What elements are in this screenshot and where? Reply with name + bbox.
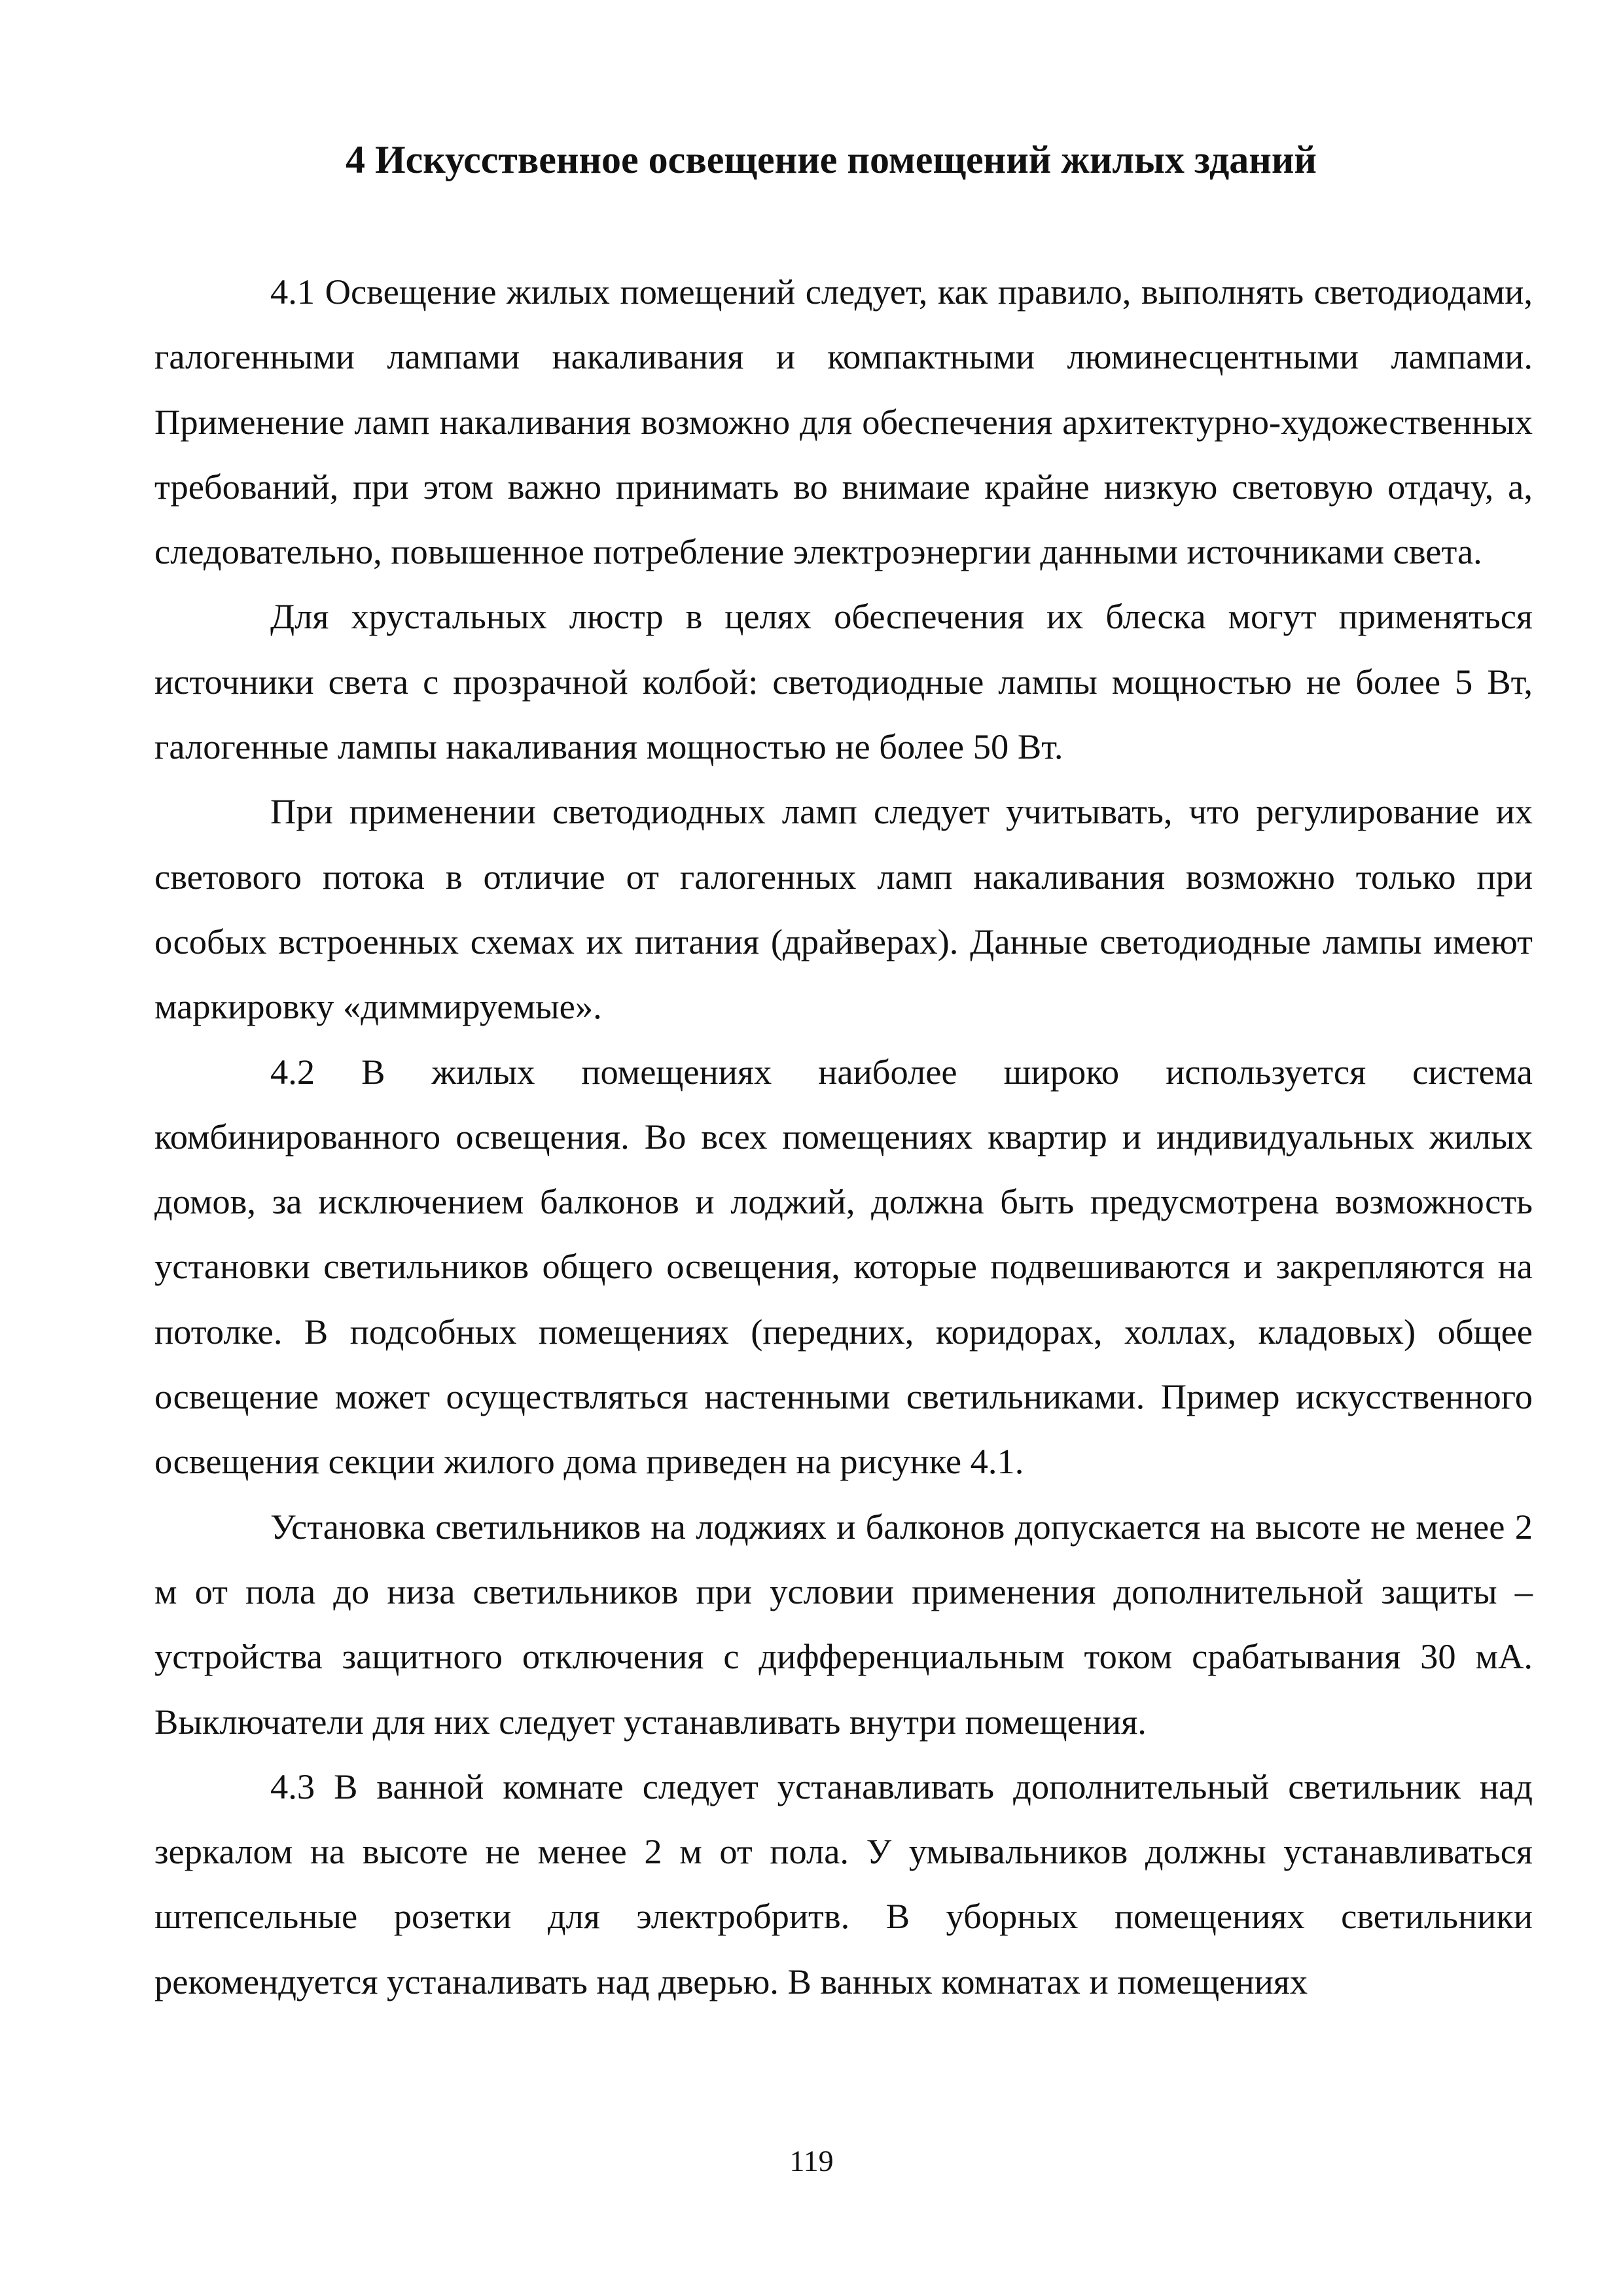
page-number: 119: [789, 2144, 834, 2178]
paragraph-4-1: 4.1 Освещение жилых помещений следует, как правило, выполнять светодиодами, галогенными лампами накаливания и компактными люминесцентными лампами. Применение ламп накаливания возможно для обеспечения архитектурно-художественных требований, при этом важно принимать во внимаие крайне низкую световую отдачу, а, следовательно, повышенное потребление электроэнергии данными источниками света.: [154, 272, 1533, 572]
section-heading: 4 Искусственное освещение помещений жилых зданий: [345, 138, 1317, 181]
paragraph-crystal-chandeliers: Для хрустальных люстр в целях обеспечения их блеска могут применяться источники света с прозрачной колбой: светодиодные лампы мощностью не более 5 Вт, галогенные лампы накаливания мощностью не более 50 Вт.: [154, 596, 1533, 767]
paragraph-led-dimming: При применении светодиодных ламп следует учитывать, что регулирование их светового потока в отличие от галогенных ламп накаливания возможно только при особых встроенных схемах их питания (драйверах). Данные светодиодные лампы имеют маркировку «диммируемые».: [154, 791, 1533, 1027]
paragraph-loggias-balconies: Установка светильников на лоджиях и балконов допускается на высоте не менее 2 м от пола до низа светильников при условии применения дополнительной защиты – устройства защитного отключения с дифференциальным током срабатывания 30 мА. Выключатели для них следует устанавливать внутри помещения.: [154, 1506, 1533, 1742]
paragraph-4-2: 4.2 В жилых помещениях наиболее широко используется система комбинированного освещения. Во всех помещениях квартир и индивидуальных жилых домов, за исключением балконов и лоджий, должна быть предусмотрена возможность установки светильников общего освещения, которые подвешиваются и закрепляются на потолке. В подсобных помещениях (передних, коридорах, холлах, кладовых) общее освещение может осуществляться настенными светильниками. Пример искусственного освещения секции жилого дома приведен на рисунке 4.1.: [154, 1051, 1533, 1482]
body-text: [154, 259, 1533, 2014]
paragraph-4-3: 4.3 В ванной комнате следует устанавливать дополнительный светильник над зеркалом на высоте не менее 2 м от пола. У умывальников должны устанавливаться штепсельные розетки для электробритв. В уборных помещениях светильники рекомендуется устаналивать над дверью. В ванных комнатах и помещениях: [154, 1766, 1533, 2001]
